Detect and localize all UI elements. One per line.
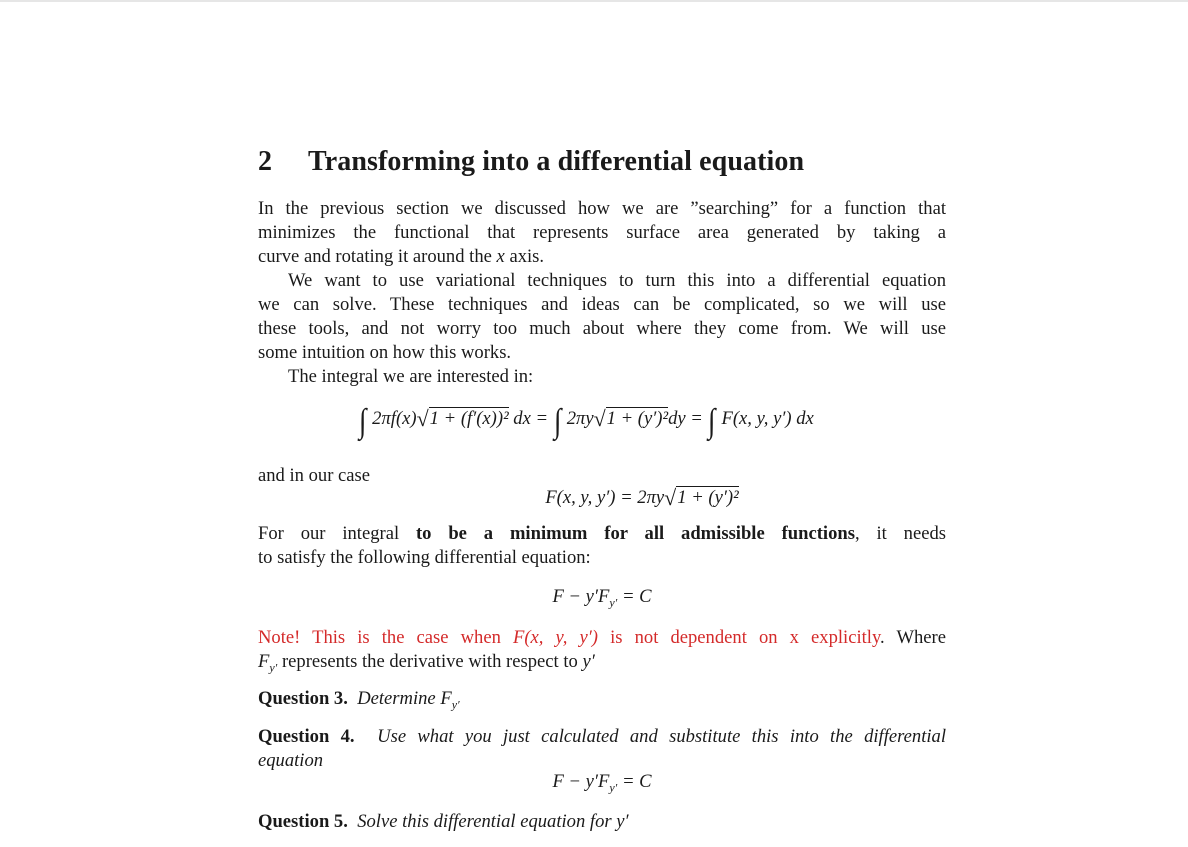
sqrt-1: √1 + (f′(x))² [416, 406, 509, 431]
sqrt-3: √1 + (y′)² [664, 485, 739, 510]
paragraph-3: The integral we are interested in: [288, 366, 534, 387]
note-red-math: F(x, y, y′) [512, 627, 599, 648]
eq1-term2-post: dy = [668, 408, 703, 429]
section-title-text: Transforming into a differential equation [308, 146, 805, 177]
sqrt-2-body: 1 + (y′)² [606, 408, 669, 429]
section-heading [258, 146, 946, 178]
note-line-2 [258, 650, 946, 680]
question-4-line-2: equation [258, 750, 324, 771]
text-fragment: curve and rotating it around the [258, 246, 497, 267]
paragraph-5-line-2: to satisfy the following differential equation: [258, 547, 591, 568]
paragraph-5-line-1 [258, 522, 946, 546]
eq1-term2: 2πy [566, 408, 594, 429]
bold-phrase: to be a minimum for all admissible functions [415, 523, 855, 544]
question-text: Determine F [357, 688, 452, 709]
text-fragment: represents the derivative with respect to [277, 651, 583, 672]
note-red-text: is not dependent on x explicitly [598, 627, 881, 648]
paragraph-2-line-2: we can solve. These techniques and ideas can be complicated, so we will use [258, 294, 946, 315]
eq4-rhs: = C [617, 771, 652, 792]
paragraph-1-line-3 [258, 245, 946, 269]
paragraph-1 [258, 197, 946, 269]
equation-euler-lagrange-repeat [258, 771, 946, 796]
question-label: Question 3. [258, 688, 348, 709]
paragraph-4: and in our case [258, 465, 371, 486]
question-5-line [258, 810, 946, 834]
paragraph-2-line-4: some intuition on how this works. [258, 342, 512, 363]
paragraph-1-line-1: In the previous section we discussed how we are ”searching” for a function that [258, 198, 946, 219]
eq1-term1: 2πf(x) [372, 408, 417, 429]
eq4-main: F − y′F [552, 771, 610, 792]
question-3 [258, 687, 946, 717]
paragraph-2-line-3: these tools, and not worry too much about where they come from. We will use [258, 318, 946, 339]
page-top-border [0, 0, 1188, 2]
integral-sign: ∫ [553, 403, 562, 440]
math-variable: x [496, 246, 505, 267]
math-subscript: y′ [269, 660, 278, 675]
math-variable: y′ [582, 651, 595, 672]
sqrt-2: √1 + (y′)² [593, 406, 669, 431]
note-red-text: Note! This is the case when [258, 627, 513, 648]
paragraph-2-line-1: We want to use variational techniques to turn this into a differential equation [288, 270, 946, 291]
eq1-term1-post: dx = [508, 408, 549, 429]
question-label: Question 5. [258, 811, 348, 832]
question-5 [258, 810, 946, 834]
eq3-main: F − y′F [552, 586, 610, 607]
sqrt-3-body: 1 + (y′)² [677, 487, 739, 508]
text-fragment: , it needs [854, 523, 946, 544]
text-fragment: axis. [504, 246, 545, 267]
paragraph-1-line-2: minimizes the functional that represents surface area generated by taking a [258, 222, 946, 243]
question-subscript: y′ [451, 697, 460, 712]
note-line-1 [258, 626, 946, 650]
paragraph-5 [258, 522, 946, 570]
integral-sign: ∫ [708, 403, 716, 440]
eq3-rhs: = C [617, 586, 652, 607]
question-4-line-1 [258, 725, 946, 749]
question-label: Question 4. [258, 726, 355, 747]
question-3-line [258, 687, 946, 717]
integral-sign: ∫ [359, 403, 367, 440]
equation-euler-lagrange [258, 586, 946, 611]
paragraph-2 [258, 269, 946, 365]
text-fragment: . Where [880, 627, 946, 648]
note-paragraph [258, 626, 946, 680]
question-text: Use what you just calculated and substitute this into the differential [377, 726, 947, 747]
eq4-sub: y′ [609, 780, 618, 795]
eq1-term3: F(x, y, y′) dx [721, 408, 814, 429]
section-number: 2 [258, 146, 273, 177]
question-4 [258, 725, 946, 773]
equation-integral [242, 403, 930, 441]
equation-F-definition [298, 485, 986, 511]
text-fragment: For our integral [258, 523, 416, 544]
math-variable: F [258, 651, 270, 672]
question-text: Solve this differential equation for y′ [357, 811, 629, 832]
eq2-lhs: F(x, y, y′) = 2πy [545, 487, 665, 508]
eq3-sub: y′ [609, 595, 618, 610]
sqrt-1-body: 1 + (f′(x))² [429, 408, 509, 429]
